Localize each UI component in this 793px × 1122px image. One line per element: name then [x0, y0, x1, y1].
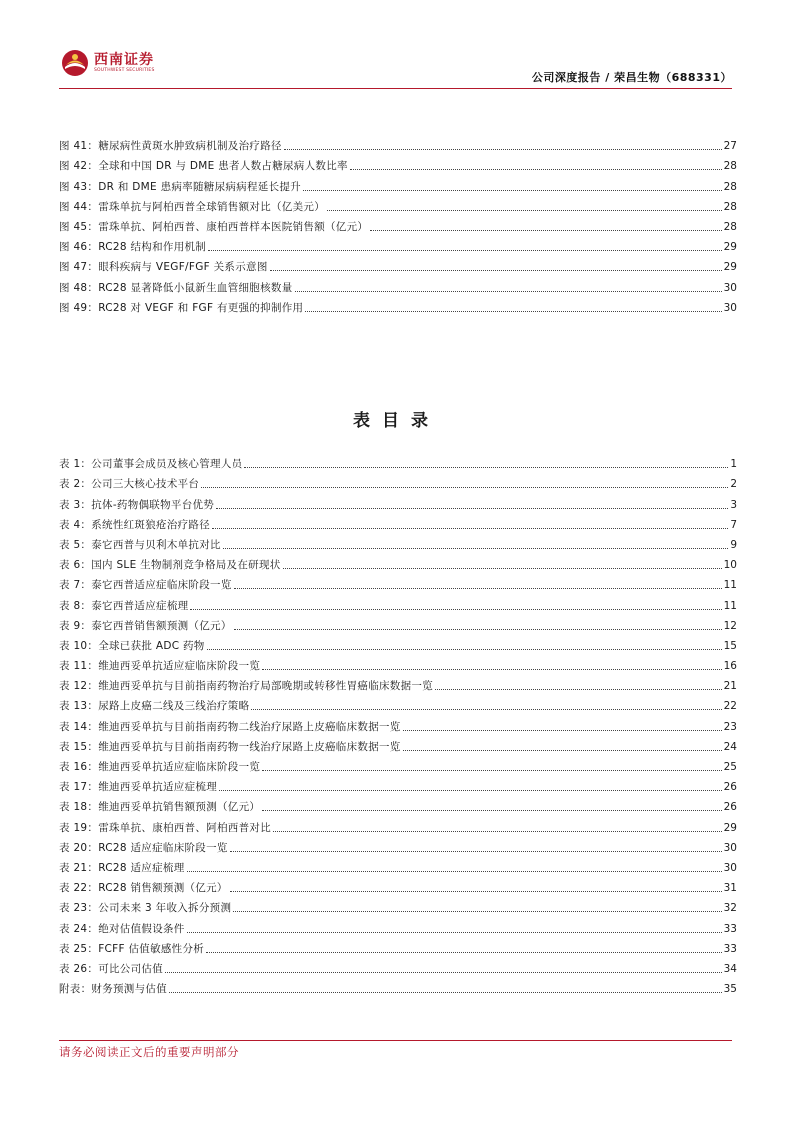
toc-page-number: 9	[730, 538, 737, 551]
figure-toc-entry[interactable]	[59, 133, 737, 153]
figure-toc-entry[interactable]	[59, 173, 737, 193]
toc-page-number: 22	[723, 700, 737, 713]
dot-leader	[403, 730, 722, 731]
dot-leader	[187, 871, 722, 872]
toc-entry-label: 表 25：FCFF 估值敏感性分析	[59, 942, 205, 955]
dot-leader	[206, 952, 722, 953]
table-toc-entry[interactable]	[59, 713, 737, 733]
toc-page-number: 11	[723, 579, 737, 592]
toc-entry-label: 表 11：维迪西妥单抗适应症临床阶段一览	[59, 660, 261, 673]
header-divider	[59, 88, 732, 89]
toc-page-number: 27	[723, 140, 737, 153]
table-toc-entry[interactable]	[59, 976, 737, 996]
toc-entry-label: 图 47：眼科疾病与 VEGF/FGF 关系示意图	[59, 261, 268, 274]
toc-entry-label: 表 22：RC28 销售额预测（亿元）	[59, 882, 228, 895]
southwest-securities-logo-icon	[60, 48, 90, 78]
toc-entry-label: 图 49：RC28 对 VEGF 和 FGF 有更强的抑制作用	[59, 301, 304, 314]
toc-entry-label: 表 8：泰它西普适应症梳理	[59, 599, 189, 612]
table-toc-entry[interactable]	[59, 895, 737, 915]
toc-entry-label: 图 48：RC28 显著降低小鼠新生血管细胞核数量	[59, 281, 293, 294]
logo-english-name: SOUTHWEST SECURITIES	[94, 68, 155, 73]
dot-leader	[273, 831, 722, 832]
toc-page-number: 34	[723, 962, 737, 975]
logo-chinese-name: 西南证券	[94, 52, 154, 68]
toc-entry-label: 表 14：维迪西妥单抗与目前指南药物二线治疗尿路上皮癌临床数据一览	[59, 720, 401, 733]
table-toc-entry[interactable]	[59, 471, 737, 491]
table-toc-entry[interactable]	[59, 512, 737, 532]
figure-toc-entry[interactable]	[59, 274, 737, 294]
figure-toc-entry[interactable]	[59, 153, 737, 173]
toc-page-number: 23	[723, 720, 737, 733]
footer-disclaimer: 请务必阅读正文后的重要声明部分	[59, 1045, 239, 1059]
dot-leader	[230, 891, 722, 892]
dot-leader	[201, 487, 728, 488]
figure-toc-entry[interactable]	[59, 295, 737, 315]
dot-leader	[223, 548, 728, 549]
toc-page-number: 15	[723, 639, 737, 652]
dot-leader	[403, 750, 722, 751]
toc-page-number: 2	[730, 478, 737, 491]
toc-entry-label: 表 15：维迪西妥单抗与目前指南药物一线治疗尿路上皮癌临床数据一览	[59, 740, 401, 753]
toc-page-number: 26	[723, 801, 737, 814]
report-title: 公司深度报告 / 荣昌生物（688331）	[531, 71, 732, 84]
toc-page-number: 10	[723, 559, 737, 572]
table-toc-entry[interactable]	[59, 855, 737, 875]
toc-entry-label: 表 12：维迪西妥单抗与目前指南药物治疗局部晚期或转移性胃癌临床数据一览	[59, 680, 433, 693]
table-toc-entry[interactable]	[59, 592, 737, 612]
dot-leader	[230, 851, 722, 852]
dot-leader	[165, 972, 722, 973]
toc-entry-label: 表 4：系统性红斑狼疮治疗路径	[59, 518, 211, 531]
toc-page-number: 32	[723, 902, 737, 915]
toc-entry-label: 图 43：DR 和 DME 患病率随糖尿病病程延长提升	[59, 180, 301, 193]
toc-entry-label: 表 9：泰它西普销售额预测（亿元）	[59, 619, 232, 632]
table-toc-entry[interactable]	[59, 956, 737, 976]
toc-page-number: 31	[723, 882, 737, 895]
table-toc-entry[interactable]	[59, 673, 737, 693]
toc-entry-label: 表 16：维迪西妥单抗适应症临床阶段一览	[59, 761, 261, 773]
dot-leader	[190, 609, 721, 610]
toc-entry-label: 图 45：雷珠单抗、阿柏西普、康柏西普样本医院销售额（亿元）	[59, 220, 369, 233]
toc-page-number: 16	[723, 660, 737, 673]
table-toc-entry[interactable]	[59, 835, 737, 855]
table-toc-entry[interactable]	[59, 794, 737, 814]
table-toc-entry[interactable]	[59, 693, 737, 713]
toc-entry-label: 表 19：雷珠单抗、康柏西普、阿柏西普对比	[59, 821, 271, 834]
dot-leader	[207, 649, 722, 650]
figure-toc-entry[interactable]	[59, 234, 737, 254]
toc-entry-label: 表 5：泰它西普与贝利木单抗对比	[59, 538, 221, 551]
toc-entry-label: 表 1：公司董事会成员及核心管理人员	[59, 458, 243, 471]
toc-page-number: 28	[723, 180, 737, 193]
dot-leader	[350, 169, 722, 170]
toc-entry-label: 图 46：RC28 结构和作用机制	[59, 241, 207, 254]
toc-page-number: 11	[723, 599, 737, 612]
dot-leader	[187, 932, 722, 933]
figure-toc-entry[interactable]	[59, 214, 737, 234]
table-toc-entry[interactable]	[59, 875, 737, 895]
toc-page-number: 28	[723, 160, 737, 173]
toc-page-number: 29	[723, 261, 737, 274]
dot-leader	[208, 250, 722, 251]
table-toc-entry[interactable]	[59, 936, 737, 956]
toc-page-number: 28	[723, 200, 737, 213]
toc-entry-label: 表 20：RC28 适应症临床阶段一览	[59, 841, 228, 854]
dot-leader	[295, 291, 722, 292]
toc-entry-label: 附表：财务预测与估值	[59, 983, 167, 996]
table-toc-entry[interactable]	[59, 532, 737, 552]
dot-leader	[233, 911, 721, 912]
dot-leader	[370, 230, 721, 231]
dot-leader	[216, 508, 728, 509]
toc-page-number: 25	[723, 761, 737, 773]
dot-leader	[219, 790, 722, 791]
toc-page-number: 12	[723, 619, 737, 632]
dot-leader	[251, 709, 721, 710]
dot-leader	[234, 629, 722, 630]
toc-entry-label: 图 42：全球和中国 DR 与 DME 患者人数占糖尿病人数比率	[59, 160, 348, 173]
toc-entry-label: 表 7：泰它西普适应症临床阶段一览	[59, 579, 232, 592]
dot-leader	[212, 528, 728, 529]
toc-entry-label: 表 3：抗体-药物偶联物平台优势	[59, 498, 215, 511]
toc-entry-label: 表 6：国内 SLE 生物制剂竞争格局及在研现状	[59, 559, 281, 572]
figure-toc-entry[interactable]	[59, 254, 737, 274]
toc-entry-label: 表 2：公司三大核心技术平台	[59, 478, 200, 491]
figure-list	[59, 133, 737, 315]
dot-leader	[270, 270, 722, 271]
dot-leader	[234, 588, 722, 589]
toc-page-number: 24	[723, 740, 737, 753]
toc-entry-label: 表 13：尿路上皮癌二线及三线治疗策略	[59, 700, 250, 713]
dot-leader	[305, 311, 721, 312]
toc-entry-label: 表 10：全球已获批 ADC 药物	[59, 639, 205, 652]
table-list	[59, 451, 737, 996]
table-toc-entry[interactable]	[59, 915, 737, 935]
table-toc-entry[interactable]	[59, 491, 737, 511]
toc-page-number: 33	[723, 942, 737, 955]
toc-entry-label: 表 23：公司未来 3 年收入拆分预测	[59, 902, 232, 915]
table-toc-entry[interactable]	[59, 613, 737, 633]
company-logo	[60, 48, 155, 78]
table-toc-entry[interactable]	[59, 572, 737, 592]
toc-page-number: 30	[723, 861, 737, 874]
toc-page-number: 35	[723, 983, 737, 996]
footer-divider	[59, 1040, 732, 1041]
toc-page-number: 30	[723, 281, 737, 294]
table-toc-entry[interactable]	[59, 451, 737, 471]
toc-page-number: 7	[730, 518, 737, 531]
toc-page-number: 29	[723, 821, 737, 834]
toc-page-number: 3	[730, 498, 737, 511]
table-toc-entry[interactable]	[59, 774, 737, 794]
toc-page-number: 28	[723, 220, 737, 233]
dot-leader	[244, 467, 728, 468]
dot-leader	[284, 149, 722, 150]
toc-entry-label: 表 18：维迪西妥单抗销售额预测（亿元）	[59, 801, 261, 814]
toc-entry-label: 图 44：雷珠单抗与阿柏西普全球销售额对比（亿美元）	[59, 200, 325, 213]
dot-leader	[169, 992, 722, 993]
dot-leader	[327, 210, 722, 211]
toc-page-number: 1	[730, 458, 737, 471]
toc-page-number: 29	[723, 241, 737, 254]
toc-page-number: 33	[723, 922, 737, 935]
table-toc-entry[interactable]	[59, 734, 737, 754]
table-toc-entry[interactable]	[59, 552, 737, 572]
figure-toc-entry[interactable]	[59, 194, 737, 214]
toc-page-number: 26	[723, 781, 737, 794]
toc-page-number: 30	[723, 301, 737, 314]
dot-leader	[435, 689, 722, 690]
toc-page-number: 21	[723, 680, 737, 693]
toc-entry-label: 表 26：可比公司估值	[59, 962, 163, 975]
table-list-title: 表目录	[353, 411, 440, 431]
dot-leader	[303, 190, 722, 191]
table-toc-entry[interactable]	[59, 653, 737, 673]
toc-entry-label: 表 17：维迪西妥单抗适应症梳理	[59, 781, 217, 794]
toc-entry-label: 图 41：糖尿病性黄斑水肿致病机制及治疗路径	[59, 140, 282, 153]
dot-leader	[283, 568, 722, 569]
toc-entry-label: 表 21：RC28 适应症梳理	[59, 861, 185, 874]
table-toc-entry[interactable]	[59, 633, 737, 653]
toc-entry-label: 表 24：绝对估值假设条件	[59, 922, 185, 935]
page-header	[0, 0, 793, 92]
dot-leader	[262, 669, 721, 670]
table-toc-entry[interactable]	[59, 814, 737, 834]
dot-leader	[262, 810, 721, 811]
table-toc-entry[interactable]	[59, 754, 737, 774]
dot-leader	[262, 770, 721, 771]
toc-page-number: 30	[723, 841, 737, 854]
